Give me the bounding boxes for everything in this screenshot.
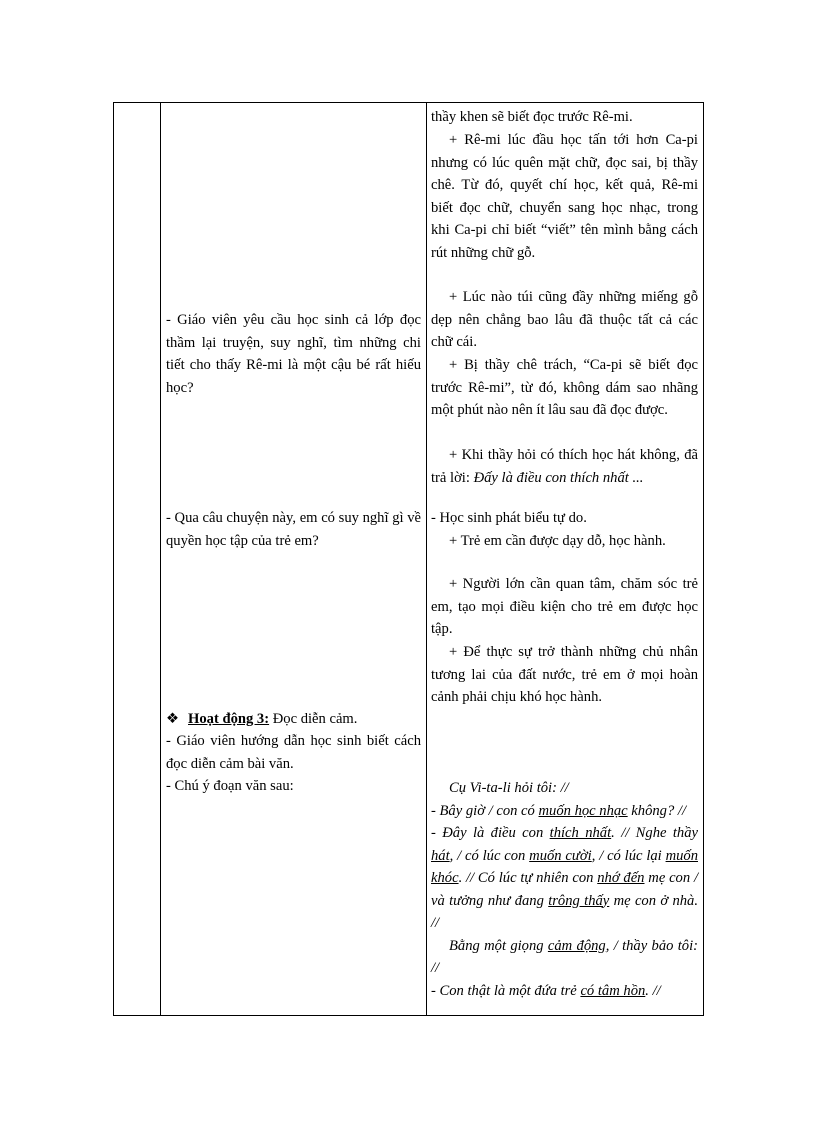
activity-3-title: Hoạt động 3: xyxy=(188,711,270,727)
answer-line: thầy khen sẽ biết đọc trước Rê-mi. xyxy=(431,109,633,125)
passage-line: Cụ Vi-ta-li hỏi tôi: // xyxy=(449,780,569,796)
answer-item: + Rê-mi lúc đầu học tấn tới hơn Ca-pi nhưng có lúc quên mặt chữ, đọc sai, bị thầy chê. Từ đó, quyết chí học, kết quả, Rê-mi biết đọc chữ, chuyển sang học nhạc, trong khi Ca-pi chỉ biết “viết” tên mình bằng cách rút những chữ gỗ. xyxy=(431,132,698,261)
answer-item: + Trẻ em cần được dạy dỗ, học hành. xyxy=(449,533,666,549)
lesson-table xyxy=(113,102,704,1016)
answer-item: + Khi thầy hỏi có thích học hát không, đã trả lời: Đấy là điều con thích nhất ... xyxy=(431,447,698,486)
student-response: - Học sinh phát biểu tự do. xyxy=(431,510,587,526)
reading-passage xyxy=(431,777,698,1002)
column-divider xyxy=(160,103,161,1015)
diamond-bullet-icon: ❖ xyxy=(166,711,180,727)
teacher-question-2: - Qua câu chuyện này, em có suy nghĩ gì về quyền học tập của trẻ em? xyxy=(166,510,421,549)
answer-item: + Bị thầy chê trách, “Ca-pi sẽ biết đọc trước Rê-mi”, từ đó, không dám sao nhãng một phút nào nên ít lâu sau đã đọc được. xyxy=(431,357,698,418)
passage-line: - Bây giờ / con có muốn học nhạc không? // xyxy=(431,802,687,819)
teacher-question-1: - Giáo viên yêu cầu học sinh cả lớp đọc thầm lại truyện, suy nghĩ, tìm những chi tiết cho thấy Rê-mi là một cậu bé rất hiếu học? xyxy=(166,312,421,396)
answer-item: + Người lớn cần quan tâm, chăm sóc trẻ em, tạo mọi điều kiện cho trẻ em được học tập. xyxy=(431,576,698,637)
reading-guide: - Giáo viên hướng dẫn học sinh biết cách đọc diễn cảm bài văn. xyxy=(166,733,421,772)
activity-3-heading xyxy=(166,708,421,731)
passage-note: - Chú ý đoạn văn sau: xyxy=(166,778,294,794)
passage-line: Bằng một giọng cảm động, / thầy bảo tôi: // xyxy=(431,937,698,976)
passage-line: - Đây là điều con thích nhất. // Nghe thầy hát, / có lúc con muốn cười, / có lúc lại muốn khóc. // Có lúc tự nhiên con nhớ đến mẹ con / và tưởng như đang trông thấy mẹ con ở nhà. // xyxy=(431,825,698,931)
answer-item: + Để thực sự trở thành những chủ nhân tương lai của đất nước, trẻ em ở mọi hoàn cảnh phải chịu khó học hành. xyxy=(431,644,698,705)
passage-line: - Con thật là một đứa trẻ có tâm hồn. // xyxy=(431,982,661,999)
activity-3-text: Đọc diễn cảm. xyxy=(269,711,358,727)
answer-item: + Lúc nào túi cũng đầy những miếng gỗ dẹp nên chẳng bao lâu đã thuộc tất cả các chữ cái. xyxy=(431,289,698,350)
column-divider xyxy=(426,103,427,1015)
